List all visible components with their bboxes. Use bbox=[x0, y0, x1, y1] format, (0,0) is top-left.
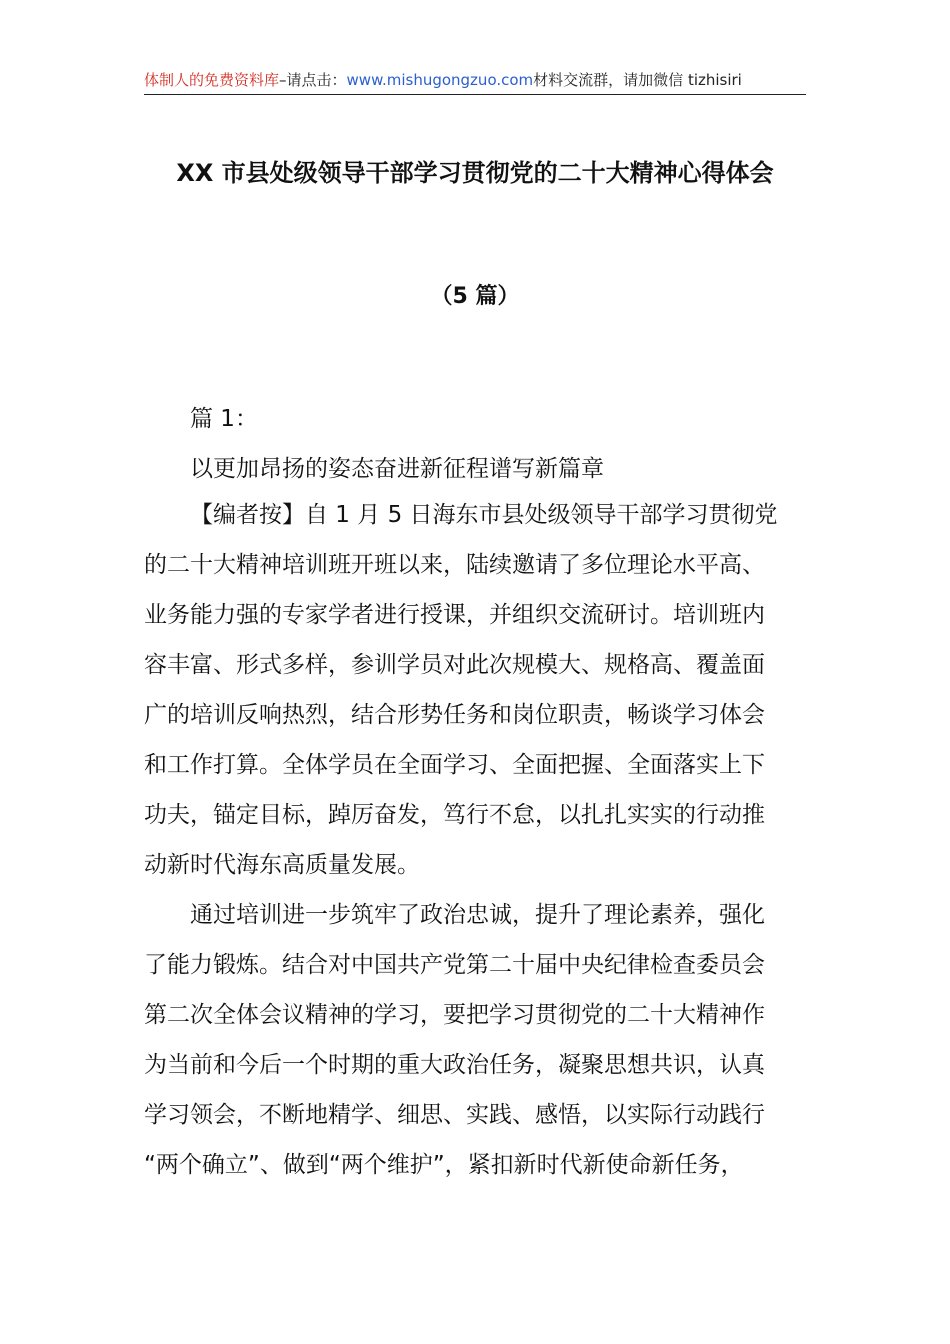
paragraph-line: 容丰富、形式多样，参训学员对此次规模大、规格高、覆盖面 bbox=[144, 652, 765, 678]
paragraph-line: 学习领会，不断地精学、细思、实践、感悟，以实际行动践行 bbox=[144, 1102, 765, 1128]
paragraph-line: 动新时代海东高质量发展。 bbox=[144, 852, 420, 878]
page-header bbox=[144, 68, 806, 95]
document-title: XX 市县处级领导干部学习贯彻党的二十大精神心得体会 bbox=[176, 159, 774, 187]
header-brand: 体制人的免费资料库 bbox=[144, 71, 280, 89]
paragraph-line: 功夫，锚定目标，踔厉奋发，笃行不怠，以扎扎实实的行动推 bbox=[144, 802, 765, 828]
paragraph-line: 业务能力强的专家学者进行授课，并组织交流研讨。培训班内 bbox=[144, 602, 765, 628]
paragraph-line: 【编者按】自 1 月 5 日海东市县处级领导干部学习贯彻党 bbox=[190, 502, 778, 528]
paragraph-training-summary bbox=[144, 890, 812, 1190]
section-label: 篇 1： bbox=[190, 406, 258, 432]
paragraph-line: “两个确立”、做到“两个维护”，紧扣新时代新使命新任务， bbox=[144, 1152, 744, 1178]
document-subtitle: （5 篇） bbox=[430, 284, 520, 309]
section-heading-block bbox=[144, 394, 812, 494]
paragraph-line: 为当前和今后一个时期的重大政治任务，凝聚思想共识，认真 bbox=[144, 1052, 765, 1078]
paragraph-line: 和工作打算。全体学员在全面学习、全面把握、全面落实上下 bbox=[144, 752, 765, 778]
header-prompt: –请点击： bbox=[279, 71, 347, 89]
paragraph-line: 第二次全体会议精神的学习，要把学习贯彻党的二十大精神作 bbox=[144, 1002, 765, 1028]
paragraph-line: 广的培训反响热烈，结合形势任务和岗位职责，畅谈学习体会 bbox=[144, 702, 765, 728]
paragraph-editor-note bbox=[144, 490, 812, 890]
article-title: 以更加昂扬的姿态奋进新征程谱写新篇章 bbox=[190, 456, 604, 482]
paragraph-line: 了能力锻炼。结合对中国共产党第二十届中央纪律检查委员会 bbox=[144, 952, 765, 978]
paragraph-line: 的二十大精神培训班开班以来，陆续邀请了多位理论水平高、 bbox=[144, 552, 765, 578]
header-url-link[interactable]: www.mishugongzuo.com bbox=[346, 71, 534, 89]
header-contact-text: 材料交流群，请加微信 tizhisiri bbox=[533, 71, 742, 89]
paragraph-line: 通过培训进一步筑牢了政治忠诚，提升了理论素养，强化 bbox=[190, 902, 765, 928]
